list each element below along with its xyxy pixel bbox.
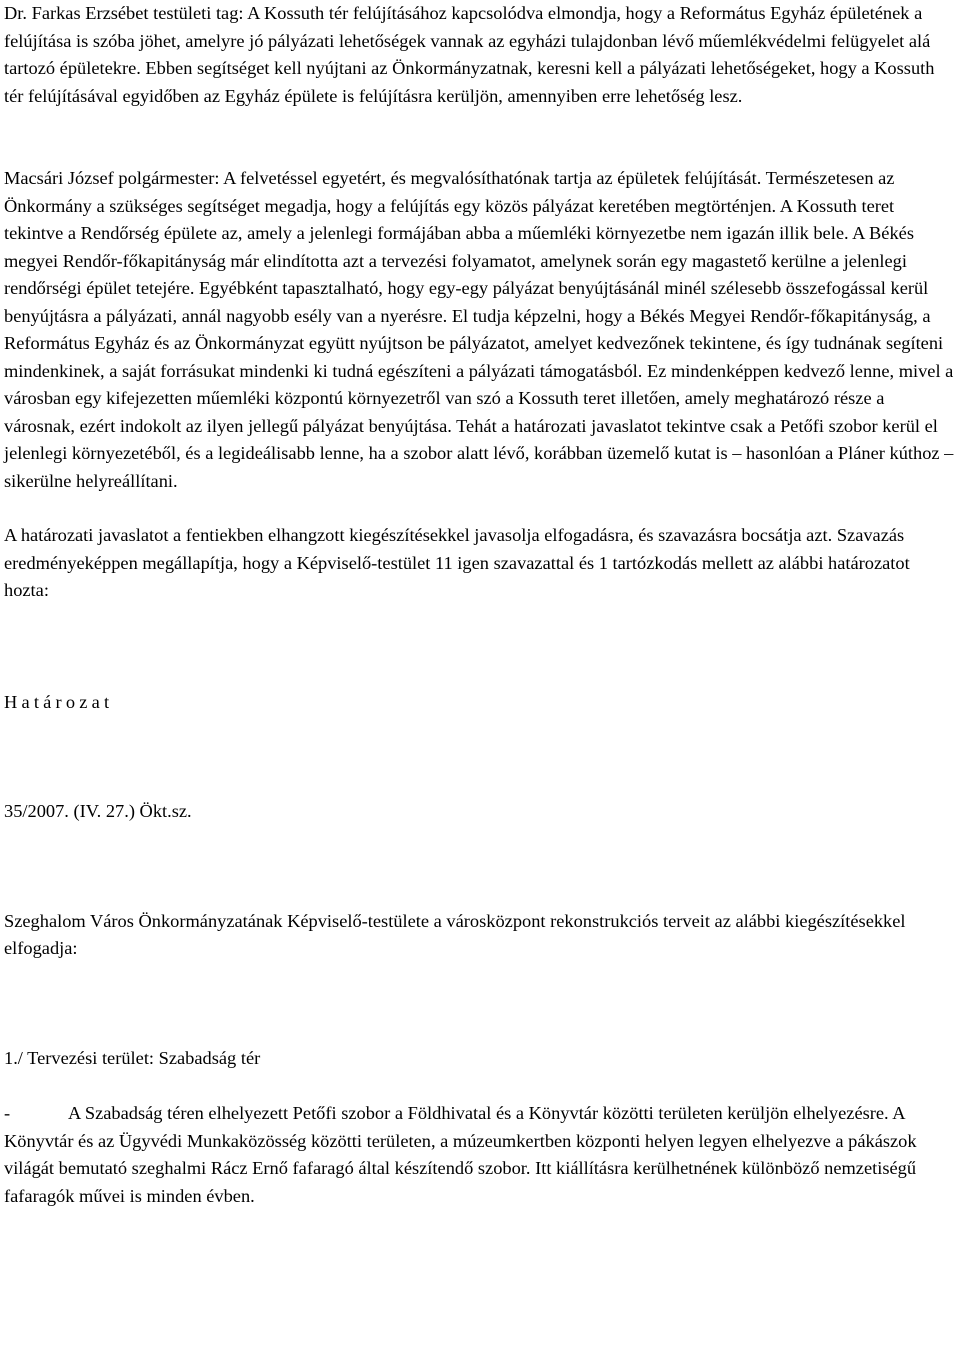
- spacer: [4, 716, 956, 798]
- spacer: [4, 138, 956, 165]
- section-1-item: [4, 1100, 956, 1210]
- resolution-intro: Szeghalom Város Önkormányzatának Képviselő-testülete a városközpont rekonstrukciós terveit az alábbi kiegészítésekkel elfogadja:: [4, 910, 906, 958]
- spacer: [4, 963, 956, 1045]
- spacer: [4, 110, 956, 138]
- spacer: [4, 495, 956, 522]
- spacer: [4, 826, 956, 908]
- spacer: [4, 605, 956, 689]
- resolution-number: 35/2007. (IV. 27.) Ökt.sz.: [4, 801, 192, 821]
- resolution-title: Határozat: [4, 691, 114, 712]
- paragraph-macsari: Macsári József polgármester: A felvetéssel egyetért, és megvalósíthatónak tartja az épületek felújítását. Természetesen az Önkormány a szükséges segítséget megadja, hogy a felújítás egy közös pályázat keretében megtörténjen. A Kossuth teret tekintve a Rendőrség épülete az, amely a jelenlegi formájában abba a műemléki környezetbe nem igazán illik bele. A Békés megyei Rendőr-főkapitányság már elindította azt a tervezési folyamatot, amelynek során egy magastető kerülne a jelenlegi rendőrségi épület tetejére. Egyébként tapasztalható, hogy egy-egy pályázat benyújtásánál minél szélesebb összefogással kerül benyújtásra a pályázati, annál nagyobb esély van a nyerésre. El tudja képzelni, hogy a Békés Megyei Rendőr-főkapitányság, a Református Egyház és az Önkormányzat együtt nyújtson be pályázatot, amelyet kedvezőnek tekintene, és így tudnának segíteni mindenkinek, a saját forrásukat mindenki ki tudná egészíteni a pályázati támogatásból. Ez mindenképpen kedvező lenne, mivel a városban egy kifejezetten műemléki központú környezetről van szó a Kossuth teret illetően, amely meghatározó része a városnak, ezért indokolt az ilyen jellegű pályázat benyújtása. Tehát a határozati javaslatot tekintve csak a Petőfi szobor kerül el jelenlegi környezetéből, és a legideálisabb lenne, ha a szobor alatt lévő, korábban üzemelő kutat is – hasonlóan a Pláner kúthoz – sikerülne helyreállítani.: [4, 168, 954, 491]
- paragraph-farkas: Dr. Farkas Erzsébet testületi tag: A Kossuth tér felújításához kapcsolódva elmondja, hogy a Református Egyház épületének a felújítása is szóba jöhet, amelyre jó pályázati lehetőségek vannak az egyházi tulajdonban lévő műemlékvédelmi felügyelet alá tartozó épületekre. Ebben segítséget kell nyújtani az Önkormányzatnak, keresni kell a pályázati lehetőségeket, hogy a Kossuth tér felújításával egyidőben az Egyház épülete is felújításra kerüljön, amennyiben erre lehetőség lesz.: [4, 3, 935, 106]
- spacer: [4, 1072, 956, 1100]
- document-page: [4, 0, 956, 1210]
- list-marker: -: [4, 1103, 11, 1123]
- section-1-item-text: A Szabadság téren elhelyezett Petőfi szobor a Földhivatal és a Könyvtár közötti területen kerüljön elhelyezésre. A Könyvtár és az Ügyvédi Munkaközösség közötti területen, a múzeumkertben központi helyen legyen elhelyezve a pákászok világát bemutató szeghalmi Rácz Ernő fafaragó által készítendő szobor. Itt kiállításra kerülhetnének különböző nemzetiségű fafaragók művei is minden évben.: [4, 1103, 917, 1206]
- paragraph-vote: A határozati javaslatot a fentiekben elhangzott kiegészítésekkel javasolja elfogadásra, és szavazásra bocsátja azt. Szavazás eredményeképpen megállapítja, hogy a Képviselő-testület 11 igen szavazattal és 1 tartózkodás mellett az alábbi határozatot hozta:: [4, 525, 910, 600]
- section-1-title: 1./ Tervezési terület: Szabadság tér: [4, 1047, 261, 1068]
